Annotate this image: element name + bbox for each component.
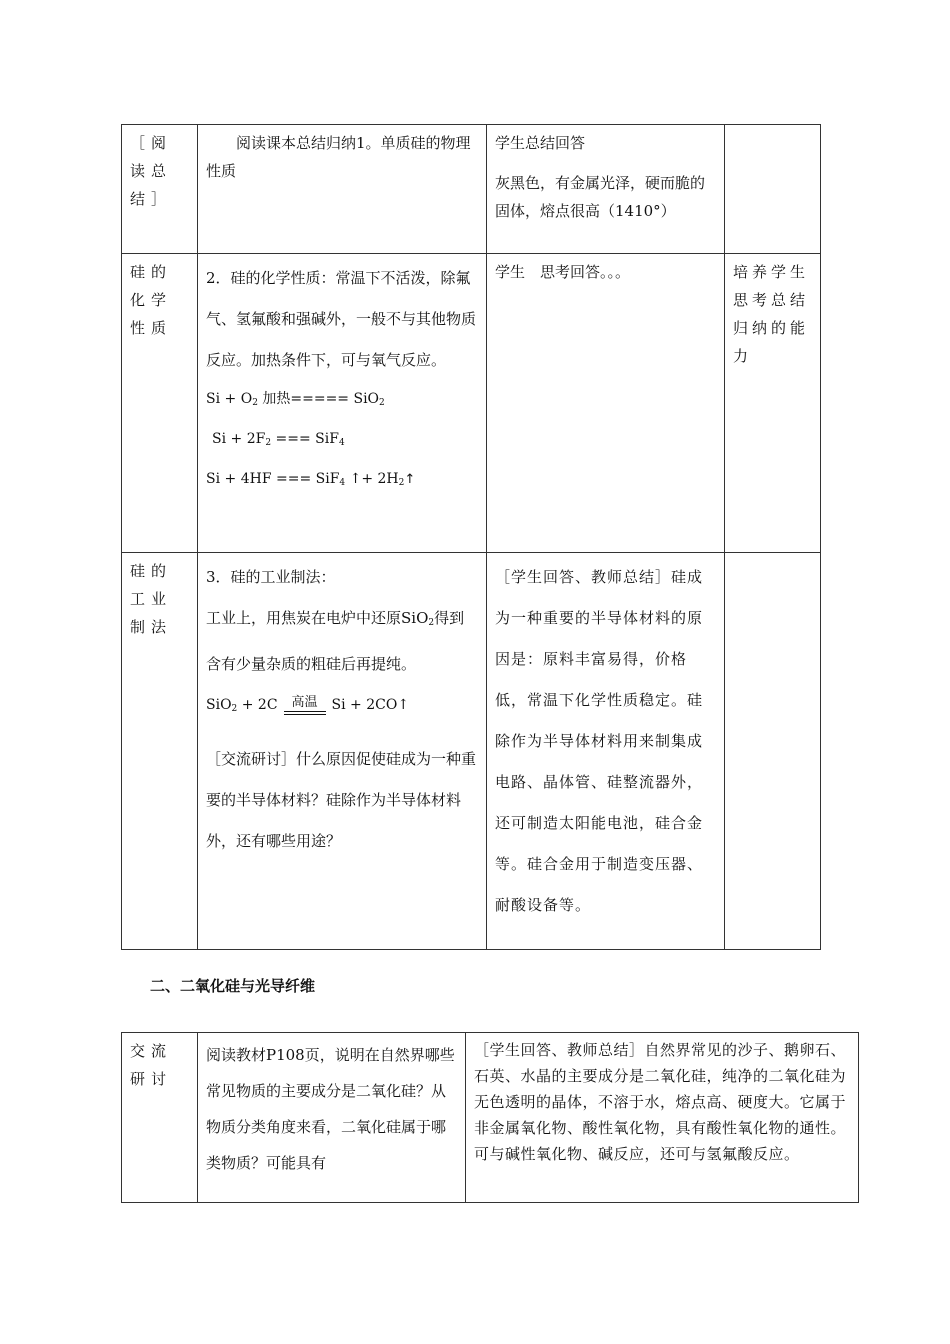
industrial-text: 工业上，用焦炭在电炉中还原SiO: [206, 609, 429, 627]
industrial-description: [206, 598, 478, 685]
equation-si-fluorine: [206, 421, 478, 461]
up-arrow-icon: ↑: [404, 472, 416, 487]
subscript: 2: [398, 478, 405, 488]
condition-label: 高温: [291, 695, 318, 710]
table-row: [122, 1033, 859, 1203]
content-chemical-properties: 2．硅的化学性质：常温下不活泼，除氟气、氢氟酸和强碱外，一般不与其他物质反应。加热条件下，可与氧气反应。: [206, 269, 477, 369]
content-physical-properties: 阅读课本总结归纳1。单质硅的物理性质: [206, 134, 471, 180]
section-heading: 二、二氧化硅与光导纤维: [150, 977, 316, 995]
table-cell: [487, 553, 725, 950]
table-cell: [487, 254, 725, 553]
discussion-question: ［交流研讨］什么原因促使硅成为一种重要的半导体材料？硅除作为半导体材料外，还有哪些用途？: [206, 750, 477, 850]
table-cell: [725, 125, 821, 254]
equation-industrial: [206, 685, 478, 729]
table-cell: [725, 254, 821, 553]
equation-text: + 2C: [237, 697, 278, 713]
content-reading-assignment: 阅读教材P108页，说明在自然界哪些常见物质的主要成分是二氧化硅？从物质分类角度来看，二氧化硅属于哪类物质？可能具有: [206, 1046, 455, 1172]
equation-text: Si + O: [206, 391, 253, 407]
equation-text: Si + 4HF === SiF: [206, 471, 340, 487]
table-cell: [122, 125, 198, 254]
table-cell: [122, 1033, 198, 1203]
table-cell: [122, 553, 198, 950]
row-label-reading-summary: ［阅读总结］: [130, 134, 173, 208]
table-cell: [198, 553, 487, 950]
student-think-answer: 学生 思考回答。。。: [495, 263, 631, 281]
row-label-industrial-production: 硅的工业制法: [130, 562, 173, 636]
goal-cell: [725, 553, 820, 561]
table-cell: [198, 125, 487, 254]
reaction-condition: [284, 695, 326, 715]
teaching-goal: 培养学生思考总结归纳的能力: [733, 263, 810, 365]
subscript: 4: [339, 478, 346, 488]
double-bar: [284, 711, 326, 715]
equation-text: === SiF: [271, 431, 339, 447]
equation-si-oxygen: [206, 381, 478, 421]
table-cell: [122, 254, 198, 553]
row-label-chemical-properties: 硅的化学性质: [130, 263, 173, 337]
subscript: 2: [265, 438, 272, 448]
table-row: [122, 553, 821, 950]
equation-text: 加热===== SiO: [257, 391, 380, 407]
table-row: [122, 254, 821, 553]
industrial-title: 3．硅的工业制法：: [206, 568, 336, 586]
table-cell: [487, 125, 725, 254]
subscript: 2: [252, 398, 258, 408]
student-teacher-summary-silica: ［学生回答、教师总结］自然界常见的沙子、鹅卵石、石英、水晶的主要成分是二氧化硅，纯净的二氧化硅为无色透明的晶体，不溶于水，熔点高、硬度大。它属于非金属氧化物、酸性氧化物，具有酸性氧化物的通性。可与碱性氧化物、碱反应，还可与氢氟酸反应。: [474, 1041, 847, 1163]
lesson-table-silicon: [121, 124, 821, 950]
student-answer-physical: 灰黑色，有金属光泽，硬而脆的固体，熔点很高（1410°）: [495, 174, 706, 220]
table-cell: [198, 1033, 466, 1203]
subscript: 2: [379, 398, 385, 408]
student-answer-title: 学生总结回答: [495, 134, 586, 152]
industrial-text: 得到含有少量杂质的粗硅后再提纯。: [206, 609, 465, 673]
subscript: 2: [428, 618, 435, 628]
table-row: [122, 125, 821, 254]
equation-si-hf: [206, 461, 478, 501]
lesson-table-silica: [121, 1032, 859, 1203]
table-cell: [466, 1033, 859, 1203]
student-teacher-summary: ［学生回答、教师总结］硅成为一种重要的半导体材料的原因是：原料丰富易得，价格低，常温下化学性质稳定。硅除作为半导体材料用来制集成电路、晶体管、硅整流器外，还可制造太阳能电池，硅合金等。硅合金用于制造变压器、耐酸设备等。: [495, 568, 704, 914]
subscript: 4: [338, 438, 345, 448]
table-cell: [198, 254, 487, 553]
subscript: 2: [231, 704, 238, 714]
goal-cell: [725, 125, 820, 133]
equation-text: Si + 2CO↑: [331, 697, 410, 713]
equation-text: ↑+ 2H: [345, 471, 399, 487]
equation-text: SiO: [206, 697, 232, 713]
equation-text: Si + 2F: [212, 431, 266, 447]
row-label-discussion: 交流研讨: [130, 1042, 173, 1088]
table-cell: [725, 553, 821, 950]
